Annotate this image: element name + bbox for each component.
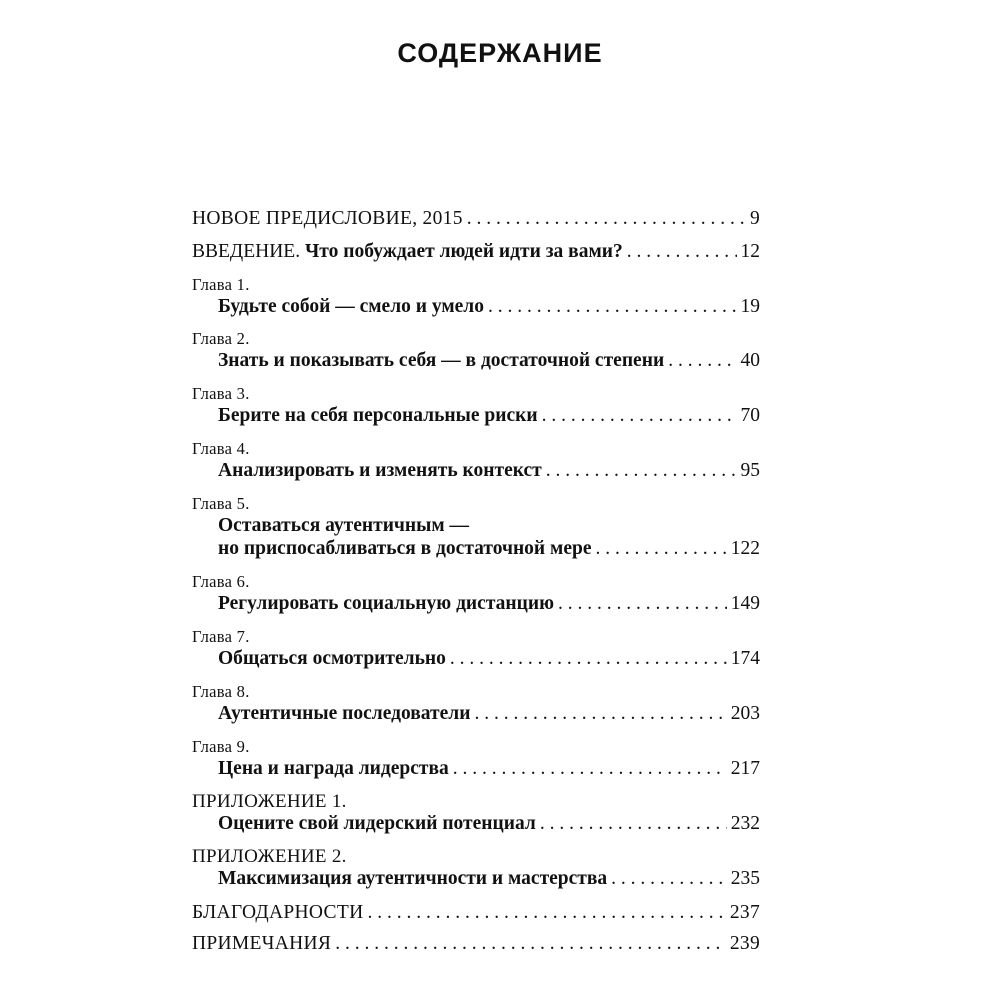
chapter-label: Глава 1. (192, 275, 250, 294)
page-title: СОДЕРЖАНИЕ (397, 38, 603, 68)
toc-entry-intro[interactable] (192, 238, 760, 266)
dot-leader (627, 238, 737, 266)
toc-entry-chapter-3[interactable] (218, 402, 760, 430)
page-number: 70 (740, 405, 760, 426)
dot-leader (367, 899, 725, 927)
dot-leader (546, 457, 737, 485)
chapter-label: Глава 6. (192, 572, 250, 591)
entry-title: Берите на себя персональные риски (218, 405, 538, 426)
entry-title: Знать и показывать себя — в достаточной степени (218, 350, 665, 371)
toc-entry-acknowledgements[interactable] (192, 899, 760, 927)
chapter-label: Глава 4. (192, 439, 250, 458)
page-number: 217 (730, 758, 760, 779)
toc-entry-chapter-9[interactable] (218, 755, 760, 783)
page-number: 122 (730, 538, 760, 559)
entry-title: Оцените свой лидерский потенциал (218, 813, 536, 834)
page-number: 9 (749, 208, 760, 229)
dot-leader (540, 810, 727, 838)
page-number: 174 (730, 648, 760, 669)
toc-entry-chapter-7[interactable] (218, 645, 760, 673)
toc-entry-chapter-4[interactable] (218, 457, 760, 485)
page-number: 203 (730, 703, 760, 724)
entry-title: но приспосабливаться в достаточной мере (218, 538, 592, 559)
dot-leader (595, 535, 726, 563)
page-number: 149 (730, 593, 760, 614)
chapter-label: Глава 8. (192, 682, 250, 701)
dot-leader (542, 402, 737, 430)
chapter-label: Глава 7. (192, 627, 250, 646)
entry-title: Общаться осмотрительно (218, 648, 446, 669)
dot-leader (611, 865, 727, 893)
dot-leader (335, 930, 726, 958)
chapter-label: Глава 3. (192, 384, 250, 403)
page-number: 40 (740, 350, 760, 371)
entry-title: Будьте собой — смело и умело (218, 296, 484, 317)
dot-leader (453, 755, 727, 783)
toc-entry-preface[interactable] (192, 205, 760, 233)
entry-title: Максимизация аутентичности и мастерства (218, 868, 608, 889)
page-number: 239 (729, 933, 760, 954)
entry-title: Оставаться аутентичным — (218, 515, 470, 536)
dot-leader (668, 347, 736, 375)
dot-leader (474, 700, 726, 728)
dot-leader (450, 645, 727, 673)
page-number: 237 (729, 902, 760, 923)
chapter-label: Глава 5. (192, 494, 250, 513)
page-number: 95 (740, 460, 760, 481)
entry-title: Регулировать социальную дистанцию (218, 593, 554, 614)
toc-entry-chapter-5[interactable] (218, 535, 760, 563)
entry-label: ВВЕДЕНИЕ. (192, 241, 301, 262)
toc-entry-chapter-2[interactable] (218, 347, 760, 375)
page-number: 232 (730, 813, 760, 834)
toc-entry-appendix-2[interactable] (218, 865, 760, 893)
appendix-label: ПРИЛОЖЕНИЕ 1. (192, 791, 347, 812)
chapter-label: Глава 9. (192, 737, 250, 756)
dot-leader (467, 205, 746, 233)
dot-leader (488, 293, 737, 321)
toc-entry-chapter-8[interactable] (218, 700, 760, 728)
entry-label: ПРИМЕЧАНИЯ (192, 933, 332, 954)
toc-entry-chapter-1[interactable] (218, 293, 760, 321)
toc-entry-chapter-6[interactable] (218, 590, 760, 618)
entry-subtitle: Что побуждает людей идти за вами? (304, 241, 623, 262)
toc-entry-appendix-1[interactable] (218, 810, 760, 838)
appendix-label: ПРИЛОЖЕНИЕ 2. (192, 846, 347, 867)
toc-entry-notes[interactable] (192, 930, 760, 958)
entry-title: Аутентичные последователи (218, 703, 471, 724)
entry-label: БЛАГОДАРНОСТИ (192, 902, 364, 923)
dot-leader (558, 590, 727, 618)
entry-title: Цена и награда лидерства (218, 758, 449, 779)
chapter-label: Глава 2. (192, 329, 250, 348)
entry-title: Анализировать и изменять контекст (218, 460, 542, 481)
page-number: 19 (740, 296, 760, 317)
page-number: 12 (740, 241, 760, 262)
entry-label: НОВОЕ ПРЕДИСЛОВИЕ, 2015 (192, 208, 463, 229)
page-number: 235 (730, 868, 760, 889)
